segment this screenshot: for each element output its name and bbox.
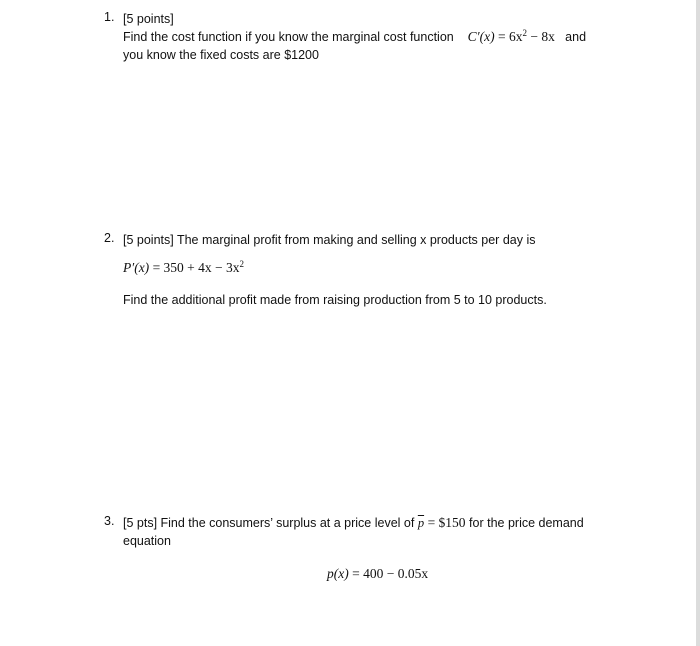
problem-text: equation — [123, 534, 171, 548]
problem-text: you know the fixed costs are $1200 — [123, 48, 319, 62]
marginal-cost-equation — [468, 29, 559, 44]
problem-3 — [104, 514, 664, 583]
price-level-value: = $150 — [427, 515, 466, 530]
problem-2 — [104, 231, 664, 309]
equation-lhs: p(x) — [327, 566, 349, 581]
equation-term: 6x — [508, 29, 523, 44]
equation-lhs: C′(x) — [467, 29, 495, 44]
price-demand-equation — [327, 565, 664, 583]
equation-exponent: 2 — [239, 259, 245, 269]
problem-number: 1. — [104, 10, 115, 24]
marginal-profit-equation — [123, 259, 664, 277]
problem-text: and — [565, 30, 587, 44]
equation-term: − 8x — [530, 29, 555, 44]
equation-lhs: P′(x) — [123, 260, 150, 275]
page-edge-shadow — [696, 0, 700, 646]
price-level-symbol: $\overline{p}$ — [417, 516, 425, 530]
equation-rhs: = 400 − 0.05x — [352, 566, 429, 581]
problem-text-line — [123, 28, 664, 46]
problem-number: 2. — [104, 231, 115, 245]
problem-text: [5 pts] Find the consumers’ surplus at a price level of — [123, 516, 415, 530]
problem-text: for the price demand — [469, 516, 584, 530]
problem-body — [123, 10, 664, 64]
problem-body — [123, 231, 664, 309]
problem-text-line — [123, 514, 664, 532]
problem-text: Find the cost function if you know the marginal cost function — [123, 30, 454, 44]
problem-1 — [104, 10, 664, 64]
equation-rhs: = 350 + 4x − 3x — [152, 260, 240, 275]
problem-points: [5 points] — [123, 12, 174, 26]
problem-body — [123, 514, 664, 583]
problem-text: [5 points] The marginal profit from making and selling x products per day is — [123, 233, 536, 247]
equation-exponent: 2 — [522, 28, 527, 38]
problem-text: Find the additional profit made from raising production from 5 to 10 products. — [123, 293, 547, 307]
equation-equals: = — [497, 29, 506, 44]
problem-number: 3. — [104, 514, 115, 528]
